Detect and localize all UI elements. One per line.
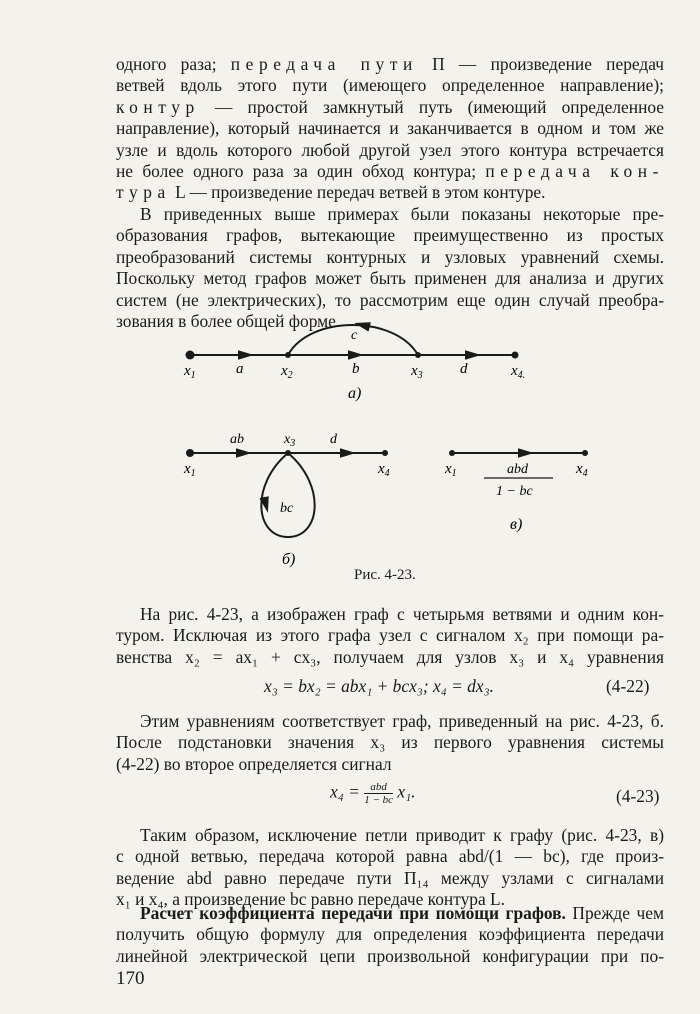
text-line: ветвей вдоль этого пути (имеющего определенное направление); bbox=[116, 75, 664, 96]
paragraph-figure-a bbox=[116, 604, 664, 668]
node-label-x1: $x_1$ bbox=[184, 461, 196, 479]
graph-b bbox=[183, 432, 390, 568]
node-label-x2: $x_2$ bbox=[281, 363, 293, 381]
paragraph-conclusion bbox=[116, 825, 664, 911]
text-line: контур — простой замкнутый путь (имеющий определенное bbox=[116, 96, 664, 117]
branch-label-d: d bbox=[330, 432, 337, 447]
equation-number-4-22: (4-22) bbox=[606, 676, 650, 696]
text-line: одного раза; передача пути П — произведение передач bbox=[116, 54, 665, 74]
equation-4-23 bbox=[330, 781, 416, 806]
branch-label-a: a bbox=[236, 361, 244, 377]
text-line: линейной электрической цепи произвольной конфигурации при по- bbox=[116, 945, 664, 966]
text-line: получить общую формулу для определения коэффициента передачи bbox=[116, 924, 664, 945]
text-line: не более одного раза за один обход контура; передача кон- bbox=[116, 161, 664, 182]
eq-numerator: abd bbox=[364, 781, 393, 794]
eq-denominator: 1 − bc bbox=[364, 794, 394, 806]
branch-label-ab: ab bbox=[230, 432, 244, 447]
eq-fraction bbox=[364, 781, 393, 806]
equation-number-4-23: (4-23) bbox=[616, 786, 660, 806]
figure-label-v: в) bbox=[510, 516, 523, 533]
figure-label-b: б) bbox=[282, 551, 296, 568]
text-line: зования в более общей форме. bbox=[116, 311, 341, 332]
text-line: ведение abd равно передаче пути П₁₄ между узлами с сигналами bbox=[116, 867, 664, 888]
section-heading: Расчет коэффициента передачи при помощи графов. bbox=[140, 903, 566, 923]
paragraph-intro bbox=[116, 204, 664, 332]
text-line: Поскольку метод графов может быть применен для анализа и других bbox=[116, 268, 664, 289]
text-line: Таким образом, исключение петли приводит к графу (рис. 4-23, в) bbox=[140, 825, 664, 845]
node-label-x4: $x_{4.}$ bbox=[511, 363, 526, 381]
eq-lhs: x₄ = bbox=[330, 781, 360, 802]
text-line: Расчет коэффициента передачи при помощи графов. Прежде чем bbox=[140, 903, 664, 923]
text-line: туром. Исключая из этого графа узел с сигналом x₂ при помощи ра- bbox=[116, 625, 664, 646]
text-line: После подстановки значения x₃ из первого уравнения системы bbox=[116, 732, 664, 753]
figure-label-a: а) bbox=[348, 385, 362, 402]
fraction-numerator: abd bbox=[507, 462, 528, 477]
node-label-x4: $x_4$ bbox=[576, 461, 588, 479]
graph-v bbox=[444, 450, 588, 533]
text-line: с одной ветвью, передача которой равна abd/(1 — bc), где произ- bbox=[116, 846, 664, 867]
text-line: венства x₂ = ax₁ + cx₃, получаем для узлов x₃ и x₄ уравнения bbox=[116, 646, 664, 667]
paragraph-section-start bbox=[116, 903, 664, 967]
text-line: Этим уравнениям соответствует граф, приведенный на рис. 4-23, б. bbox=[140, 711, 664, 731]
node-label-x4: $x_4$ bbox=[378, 461, 390, 479]
branch-label-c: c bbox=[351, 328, 358, 343]
branch-label-d: d bbox=[460, 361, 468, 377]
page-number: 170 bbox=[116, 968, 145, 989]
node-label-x1: $x_1$ bbox=[184, 363, 196, 381]
loop-label-bc: bc bbox=[280, 501, 294, 516]
node-label-x3: $x_3$ bbox=[411, 363, 423, 381]
figure-caption: Рис. 4-23. bbox=[354, 567, 416, 583]
node-label-x3: $x_3$ bbox=[284, 432, 296, 449]
branch-label-b: b bbox=[352, 361, 360, 377]
text-line: преобразований системы контурных и узловых уравнений схемы. bbox=[116, 246, 664, 267]
text-line: (4-22) во второе определяется сигнал bbox=[116, 753, 392, 774]
text-line: На рис. 4-23, а изображен граф с четырьмя ветвями и одним кон- bbox=[140, 604, 664, 624]
text-line: узле и вдоль которого любой другой узел этого контура встречается bbox=[116, 139, 664, 160]
paragraph-definitions bbox=[116, 54, 664, 204]
equation-4-22: x₃ = bx₂ = abx₁ + bcx₃; x₄ = dx₃. bbox=[264, 676, 494, 696]
fraction-denominator: 1 − bc bbox=[496, 484, 533, 499]
paragraph-figure-b bbox=[116, 711, 664, 775]
eq-rhs: x₁. bbox=[397, 781, 416, 802]
text-line: В приведенных выше примерах были показаны некоторые пре- bbox=[140, 204, 664, 224]
text-line: направление), который начинается и заканчивается в одном и том же bbox=[116, 118, 664, 139]
graph-a bbox=[183, 325, 525, 402]
figure-4-23 bbox=[0, 315, 700, 568]
text-line: x₁ и x₄, а произведение bc равно передаче контура L. bbox=[116, 889, 505, 910]
text-line: образования графов, вытекающие преимущественно из простых bbox=[116, 225, 664, 246]
node-label-x1: $x_1$ bbox=[445, 461, 457, 479]
text-line: систем (не электрических), то рассмотрим еще один случай преобра- bbox=[116, 289, 664, 310]
text-line: тура L — произведение передач ветвей в этом контуре. bbox=[116, 182, 546, 203]
